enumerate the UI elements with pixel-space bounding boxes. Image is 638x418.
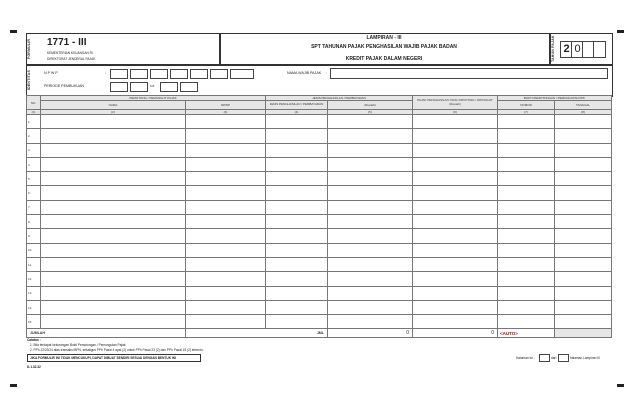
table-cell[interactable]	[328, 215, 413, 229]
table-cell[interactable]	[266, 315, 328, 329]
table-cell[interactable]	[266, 243, 328, 257]
table-row	[27, 186, 612, 200]
table-cell[interactable]	[186, 286, 266, 300]
table-cell[interactable]	[555, 257, 612, 271]
table-cell[interactable]	[555, 300, 612, 314]
table-cell[interactable]	[413, 257, 498, 271]
table-cell[interactable]	[498, 157, 555, 171]
table-row	[27, 129, 612, 143]
form-side-label: FORMULIR	[27, 38, 31, 59]
row-number: 15.	[27, 315, 41, 329]
row-number: 6.	[27, 186, 41, 200]
appendix-title: LAMPIRAN - III	[366, 35, 402, 41]
table-cell[interactable]	[41, 257, 186, 271]
table-cell[interactable]	[186, 257, 266, 271]
table-cell[interactable]	[266, 200, 328, 214]
table-row	[27, 257, 612, 271]
table-row	[27, 286, 612, 300]
npwp-field-4[interactable]	[170, 69, 188, 79]
table-cell[interactable]	[266, 215, 328, 229]
table-row	[27, 272, 612, 286]
table-cell[interactable]	[41, 115, 186, 129]
table-cell[interactable]	[498, 143, 555, 157]
table-cell[interactable]	[186, 243, 266, 257]
col-no-header: NO.	[27, 96, 41, 110]
table-cell[interactable]	[555, 143, 612, 157]
table-row	[27, 115, 612, 129]
table-cell[interactable]	[413, 186, 498, 200]
table-cell[interactable]	[186, 229, 266, 243]
tax-year-digit-4[interactable]	[593, 41, 606, 58]
period-separator: s.d	[150, 84, 155, 88]
table-cell[interactable]	[413, 215, 498, 229]
receipt-group-header: BUKTI PEMOTONGAN / PEMUNGUTAN PPh	[498, 96, 612, 101]
name-colon: :	[326, 71, 327, 75]
npwp-field-3[interactable]	[150, 69, 168, 79]
row-number: 8.	[27, 215, 41, 229]
table-cell[interactable]	[41, 229, 186, 243]
table-cell[interactable]	[266, 286, 328, 300]
table-cell[interactable]	[555, 129, 612, 143]
table-cell[interactable]	[498, 215, 555, 229]
table-cell[interactable]	[498, 300, 555, 314]
table-row	[27, 229, 612, 243]
npwp-field-6[interactable]	[210, 69, 228, 79]
insufficient-form-warning: JIKA FORMULIR INI TIDAK MENCUKUPI, DAPAT DIBUAT SENDIRI SESUAI DENGAN BENTUK INI	[27, 354, 201, 362]
document-code: D.1.32.32	[27, 365, 41, 369]
table-cell[interactable]	[328, 315, 413, 329]
table-cell[interactable]	[498, 115, 555, 129]
table-cell[interactable]	[186, 115, 266, 129]
table-cell[interactable]	[413, 229, 498, 243]
table-cell[interactable]	[498, 272, 555, 286]
table-cell[interactable]	[41, 186, 186, 200]
table-cell[interactable]	[41, 157, 186, 171]
table-cell[interactable]	[413, 143, 498, 157]
tax-year-digit: 0	[574, 43, 581, 55]
table-cell[interactable]	[498, 286, 555, 300]
form-code: 1771 - III	[47, 37, 87, 48]
npwp-field-1[interactable]	[110, 69, 128, 79]
row-number: 3.	[27, 143, 41, 157]
row-number: 10.	[27, 243, 41, 257]
table-cell[interactable]	[555, 286, 612, 300]
table-cell[interactable]	[555, 215, 612, 229]
tax-credit-table	[26, 95, 612, 338]
npwp-field-5[interactable]	[190, 69, 208, 79]
table-cell[interactable]	[41, 243, 186, 257]
tax-withheld-header: PAJAK PENGHASILAN YANG DIPOTONG / DIPUNGUT (Rupiah)	[413, 96, 498, 110]
row-number: 12.	[27, 272, 41, 286]
table-cell[interactable]	[266, 257, 328, 271]
period-end-year[interactable]	[180, 82, 198, 92]
column-number: (4)	[266, 110, 328, 115]
row-number: 5.	[27, 172, 41, 186]
form-title: SPT TAHUNAN PAJAK PENGHASILAN WAJIB PAJAK BADAN	[311, 44, 457, 50]
table-cell[interactable]	[555, 186, 612, 200]
npwp-field-7[interactable]	[230, 69, 254, 79]
table-cell[interactable]	[186, 186, 266, 200]
period-start-year[interactable]	[130, 82, 148, 92]
total-label: JUMLAH	[30, 331, 45, 336]
page-suffix-label: halaman Lampiran III	[570, 356, 600, 360]
table-cell[interactable]	[41, 300, 186, 314]
table-cell[interactable]	[555, 272, 612, 286]
table-cell[interactable]	[413, 243, 498, 257]
identity-side-label: IDENTITAS	[27, 69, 31, 90]
period-colon: :	[105, 84, 106, 88]
taxpayer-name-field[interactable]	[330, 68, 608, 79]
page-total-field[interactable]	[558, 354, 569, 362]
table-cell[interactable]	[186, 300, 266, 314]
table-cell[interactable]	[266, 172, 328, 186]
table-cell[interactable]	[328, 129, 413, 143]
form-subtitle: KREDIT PAJAK DALAM NEGERI	[345, 56, 423, 62]
total-label-cell	[27, 329, 186, 338]
registration-mark-top-left	[10, 30, 17, 33]
period-start-month[interactable]	[110, 82, 128, 92]
table-cell[interactable]	[328, 257, 413, 271]
table-cell[interactable]	[328, 243, 413, 257]
table-cell[interactable]	[41, 286, 186, 300]
column-number: (3)	[186, 110, 266, 115]
table-cell[interactable]	[41, 215, 186, 229]
income-group-header: JENIS PENGHASILAN / PEMBAYARAN	[266, 96, 413, 101]
total-amount[interactable]	[328, 329, 413, 338]
table-cell[interactable]	[266, 129, 328, 143]
table-row	[27, 315, 612, 329]
table-cell[interactable]	[413, 115, 498, 129]
table-cell[interactable]	[186, 143, 266, 157]
table-row	[27, 200, 612, 214]
row-number: 7.	[27, 200, 41, 214]
withholder-group-header: PEMOTONG / PEMUNGUT PAJAK	[41, 96, 266, 101]
table-row	[27, 172, 612, 186]
table-cell[interactable]	[555, 115, 612, 129]
table-body	[27, 115, 612, 329]
row-number: 9.	[27, 229, 41, 243]
table-cell[interactable]	[555, 243, 612, 257]
table-cell[interactable]	[266, 300, 328, 314]
col-date-header: TANGGAL	[555, 101, 612, 110]
table-cell[interactable]	[41, 315, 186, 329]
table-cell[interactable]	[413, 172, 498, 186]
npwp-colon: :	[105, 71, 106, 75]
period-label: PERIODE PEMBUKUAN	[44, 84, 84, 88]
table-cell[interactable]	[413, 157, 498, 171]
table-cell[interactable]	[498, 129, 555, 143]
table-cell[interactable]	[498, 200, 555, 214]
registration-mark-bottom-right	[617, 384, 624, 387]
table-cell[interactable]	[413, 300, 498, 314]
row-number: 4.	[27, 157, 41, 171]
table-cell[interactable]	[266, 186, 328, 200]
table-cell[interactable]	[266, 143, 328, 157]
table-cell[interactable]	[555, 200, 612, 214]
row-number: 1.	[27, 115, 41, 129]
tax-year-side-label: TAHUN PAJAK	[551, 35, 555, 62]
notes-title: Catatan :	[27, 338, 41, 342]
col-npwp-header: NPWP	[186, 101, 266, 110]
total-label-short-cell	[186, 329, 328, 338]
note-1: 1. Bila terdapat kekurangan Bukti Pemotongan / Pemungutan Pajak.	[30, 343, 127, 347]
note-2: 2. PPh 22/23/24 atas transaksi BPN, sekaligus PPh Pasal 4 ayat (2) untuk PPh Pasal 23 (2) dan PPh Pasal 15 (2) tertentu.	[30, 348, 204, 352]
npwp-label: N P W P	[44, 71, 58, 75]
total-filler-cell	[555, 329, 612, 338]
table-cell[interactable]	[186, 315, 266, 329]
table-cell[interactable]	[555, 172, 612, 186]
column-number: (7)	[498, 110, 555, 115]
table-cell[interactable]	[413, 129, 498, 143]
column-number: (1)	[27, 110, 41, 115]
table-cell[interactable]	[266, 157, 328, 171]
column-number: (5)	[328, 110, 413, 115]
total-amount-value: 0	[406, 330, 410, 337]
table-cell[interactable]	[186, 129, 266, 143]
table-cell[interactable]	[266, 272, 328, 286]
registration-mark-top-right	[617, 30, 624, 33]
col-name-header: NAMA	[41, 101, 186, 110]
table-cell[interactable]	[41, 272, 186, 286]
table-cell[interactable]	[266, 229, 328, 243]
table-cell[interactable]	[328, 143, 413, 157]
col-type-header: JENIS PENGHASILAN / PEMBAYARAN	[266, 101, 328, 110]
table-cell[interactable]	[328, 157, 413, 171]
total-tax-value: 0	[491, 330, 495, 337]
table-cell[interactable]	[498, 186, 555, 200]
auto-tag-cell	[498, 329, 555, 338]
registration-mark-bottom-left	[10, 384, 17, 387]
table-cell[interactable]	[328, 115, 413, 129]
tax-year-prefix: 2	[563, 43, 570, 55]
table-cell[interactable]	[555, 229, 612, 243]
table-row	[27, 300, 612, 314]
page-number-field[interactable]	[539, 354, 550, 362]
table-cell[interactable]	[413, 272, 498, 286]
table-cell[interactable]	[413, 286, 498, 300]
row-number: 2.	[27, 129, 41, 143]
table-cell[interactable]	[186, 172, 266, 186]
table-cell[interactable]	[186, 215, 266, 229]
row-number: 14.	[27, 300, 41, 314]
directorate-name: DIREKTORAT JENDERAL PAJAK	[47, 57, 96, 61]
table-cell[interactable]	[555, 157, 612, 171]
table-cell[interactable]	[498, 172, 555, 186]
table-cell[interactable]	[413, 200, 498, 214]
auto-tag: <AUTO>	[500, 330, 518, 336]
table-cell[interactable]	[41, 172, 186, 186]
total-row	[27, 329, 612, 338]
col-amount-header: (Rupiah)	[328, 101, 413, 110]
column-number: (2)	[41, 110, 186, 115]
row-number: 13.	[27, 286, 41, 300]
npwp-field-2[interactable]	[130, 69, 148, 79]
table-row	[27, 215, 612, 229]
table-row	[27, 243, 612, 257]
table-row	[27, 157, 612, 171]
table-cell[interactable]	[328, 286, 413, 300]
row-number: 11.	[27, 257, 41, 271]
taxpayer-name-label: NAMA WAJIB PAJAK	[287, 71, 322, 75]
table-cell[interactable]	[186, 272, 266, 286]
table-cell[interactable]	[328, 172, 413, 186]
table-row	[27, 143, 612, 157]
table-cell[interactable]	[186, 157, 266, 171]
table-cell[interactable]	[555, 315, 612, 329]
table-cell[interactable]	[498, 257, 555, 271]
table-cell[interactable]	[41, 129, 186, 143]
column-number: (6)	[413, 110, 498, 115]
table-cell[interactable]	[186, 200, 266, 214]
ministry-name: KEMENTERIAN KEUANGAN RI	[47, 51, 93, 55]
table-cell[interactable]	[498, 229, 555, 243]
table-cell[interactable]	[41, 200, 186, 214]
table-cell[interactable]	[498, 243, 555, 257]
column-number: (8)	[555, 110, 612, 115]
total-label-short: JML	[316, 331, 324, 336]
table-cell[interactable]	[328, 186, 413, 200]
table-cell[interactable]	[413, 315, 498, 329]
table-cell[interactable]	[328, 229, 413, 243]
table-cell[interactable]	[498, 315, 555, 329]
table-cell[interactable]	[328, 200, 413, 214]
table-cell[interactable]	[41, 143, 186, 157]
period-end-month[interactable]	[160, 82, 178, 92]
col-number-header: NOMOR	[498, 101, 555, 110]
table-cell[interactable]	[328, 300, 413, 314]
page-label: Halaman ke -	[516, 356, 535, 360]
table-cell[interactable]	[328, 272, 413, 286]
page-of-label: dari	[551, 356, 557, 360]
total-tax[interactable]	[413, 329, 498, 338]
table-cell[interactable]	[266, 115, 328, 129]
